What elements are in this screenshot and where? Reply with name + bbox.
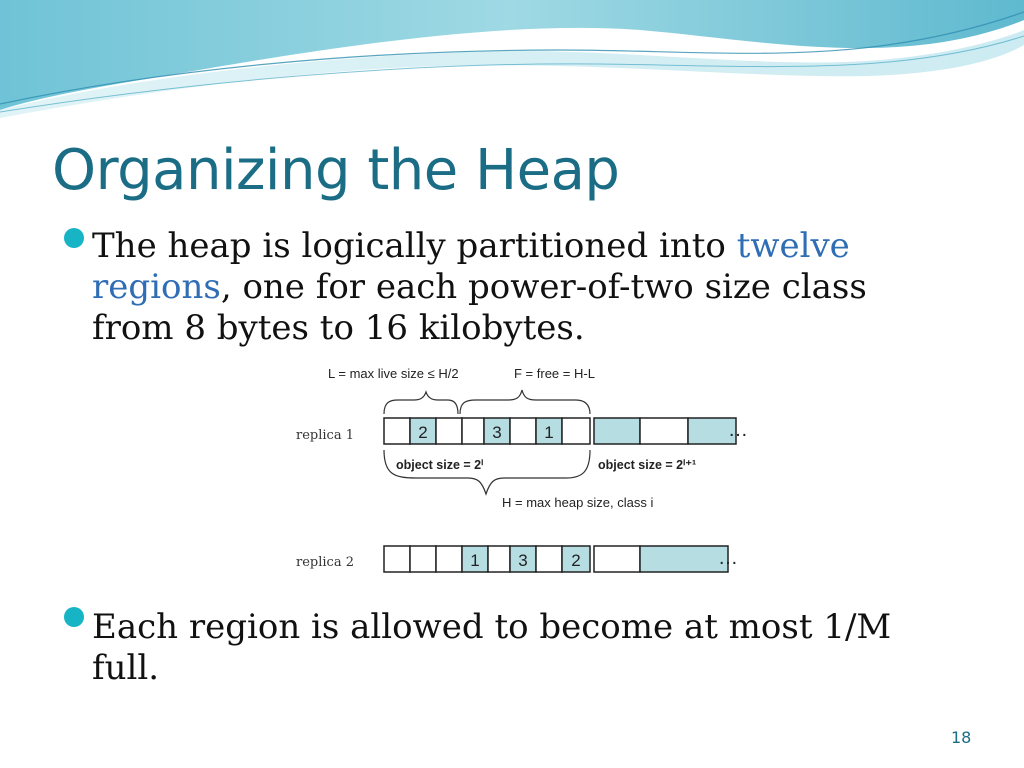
replica-1-cell xyxy=(462,418,484,444)
replica-1-row xyxy=(384,418,748,444)
brace-H xyxy=(384,450,590,494)
figure-label-F: F = free = H-L xyxy=(514,366,595,381)
replica-2-cell xyxy=(436,546,462,572)
bullet-1-highlight: twelve regions xyxy=(92,226,850,307)
replica-1-ellipsis: … xyxy=(728,419,748,441)
replica-1-cell-label: 1 xyxy=(544,423,554,442)
brace-L xyxy=(384,392,458,414)
replica-1-cell xyxy=(436,418,462,444)
replica-2-cell xyxy=(536,546,562,572)
replica-2-next-cell xyxy=(640,546,728,572)
bullet-dot-icon xyxy=(64,607,84,627)
page-number: 18 xyxy=(951,728,972,747)
heap-regions-figure xyxy=(286,352,759,588)
brace-F xyxy=(460,390,590,414)
bullet-1-text-after: , one for each power-of-two size class from 8 bytes to 16 kilobytes. xyxy=(92,267,867,348)
replica-1-cell xyxy=(510,418,536,444)
replica-2-ellipsis: … xyxy=(718,547,738,569)
replica-1-next-cell xyxy=(640,418,688,444)
replica-1-cell-label: 2 xyxy=(418,423,428,442)
bullet-dot-icon xyxy=(64,228,84,248)
replica-2-label: replica 2 xyxy=(296,555,354,570)
replica-2-cell xyxy=(488,546,510,572)
replica-1-next-cell xyxy=(594,418,640,444)
object-size-i-label: object size = 2ⁱ xyxy=(396,458,484,472)
object-size-i1-label: object size = 2ⁱ⁺¹ xyxy=(598,458,697,472)
replica-1-label: replica 1 xyxy=(296,428,354,443)
replica-1-cell xyxy=(562,418,590,444)
slide-title: Organizing the Heap xyxy=(52,138,620,203)
replica-2-cell-label: 2 xyxy=(571,551,581,570)
replica-2-row xyxy=(384,546,738,572)
header-wave-decoration xyxy=(0,0,1024,130)
bullet-item-1 xyxy=(92,226,912,349)
bullet-item-2: Each region is allowed to become at most 1/M full. xyxy=(92,607,892,688)
bullet-1-text-before: The heap is logically partitioned into xyxy=(92,226,737,266)
replica-1-cell-label: 3 xyxy=(492,423,502,442)
figure-label-H: H = max heap size, class i xyxy=(502,495,654,510)
figure-label-L: L = max live size ≤ H/2 xyxy=(328,366,459,381)
replica-2-cell xyxy=(384,546,410,572)
replica-2-cell-label: 1 xyxy=(470,551,480,570)
replica-1-cell xyxy=(384,418,410,444)
replica-2-cell-label: 3 xyxy=(518,551,528,570)
replica-2-cell xyxy=(410,546,436,572)
replica-2-next-cell xyxy=(594,546,640,572)
